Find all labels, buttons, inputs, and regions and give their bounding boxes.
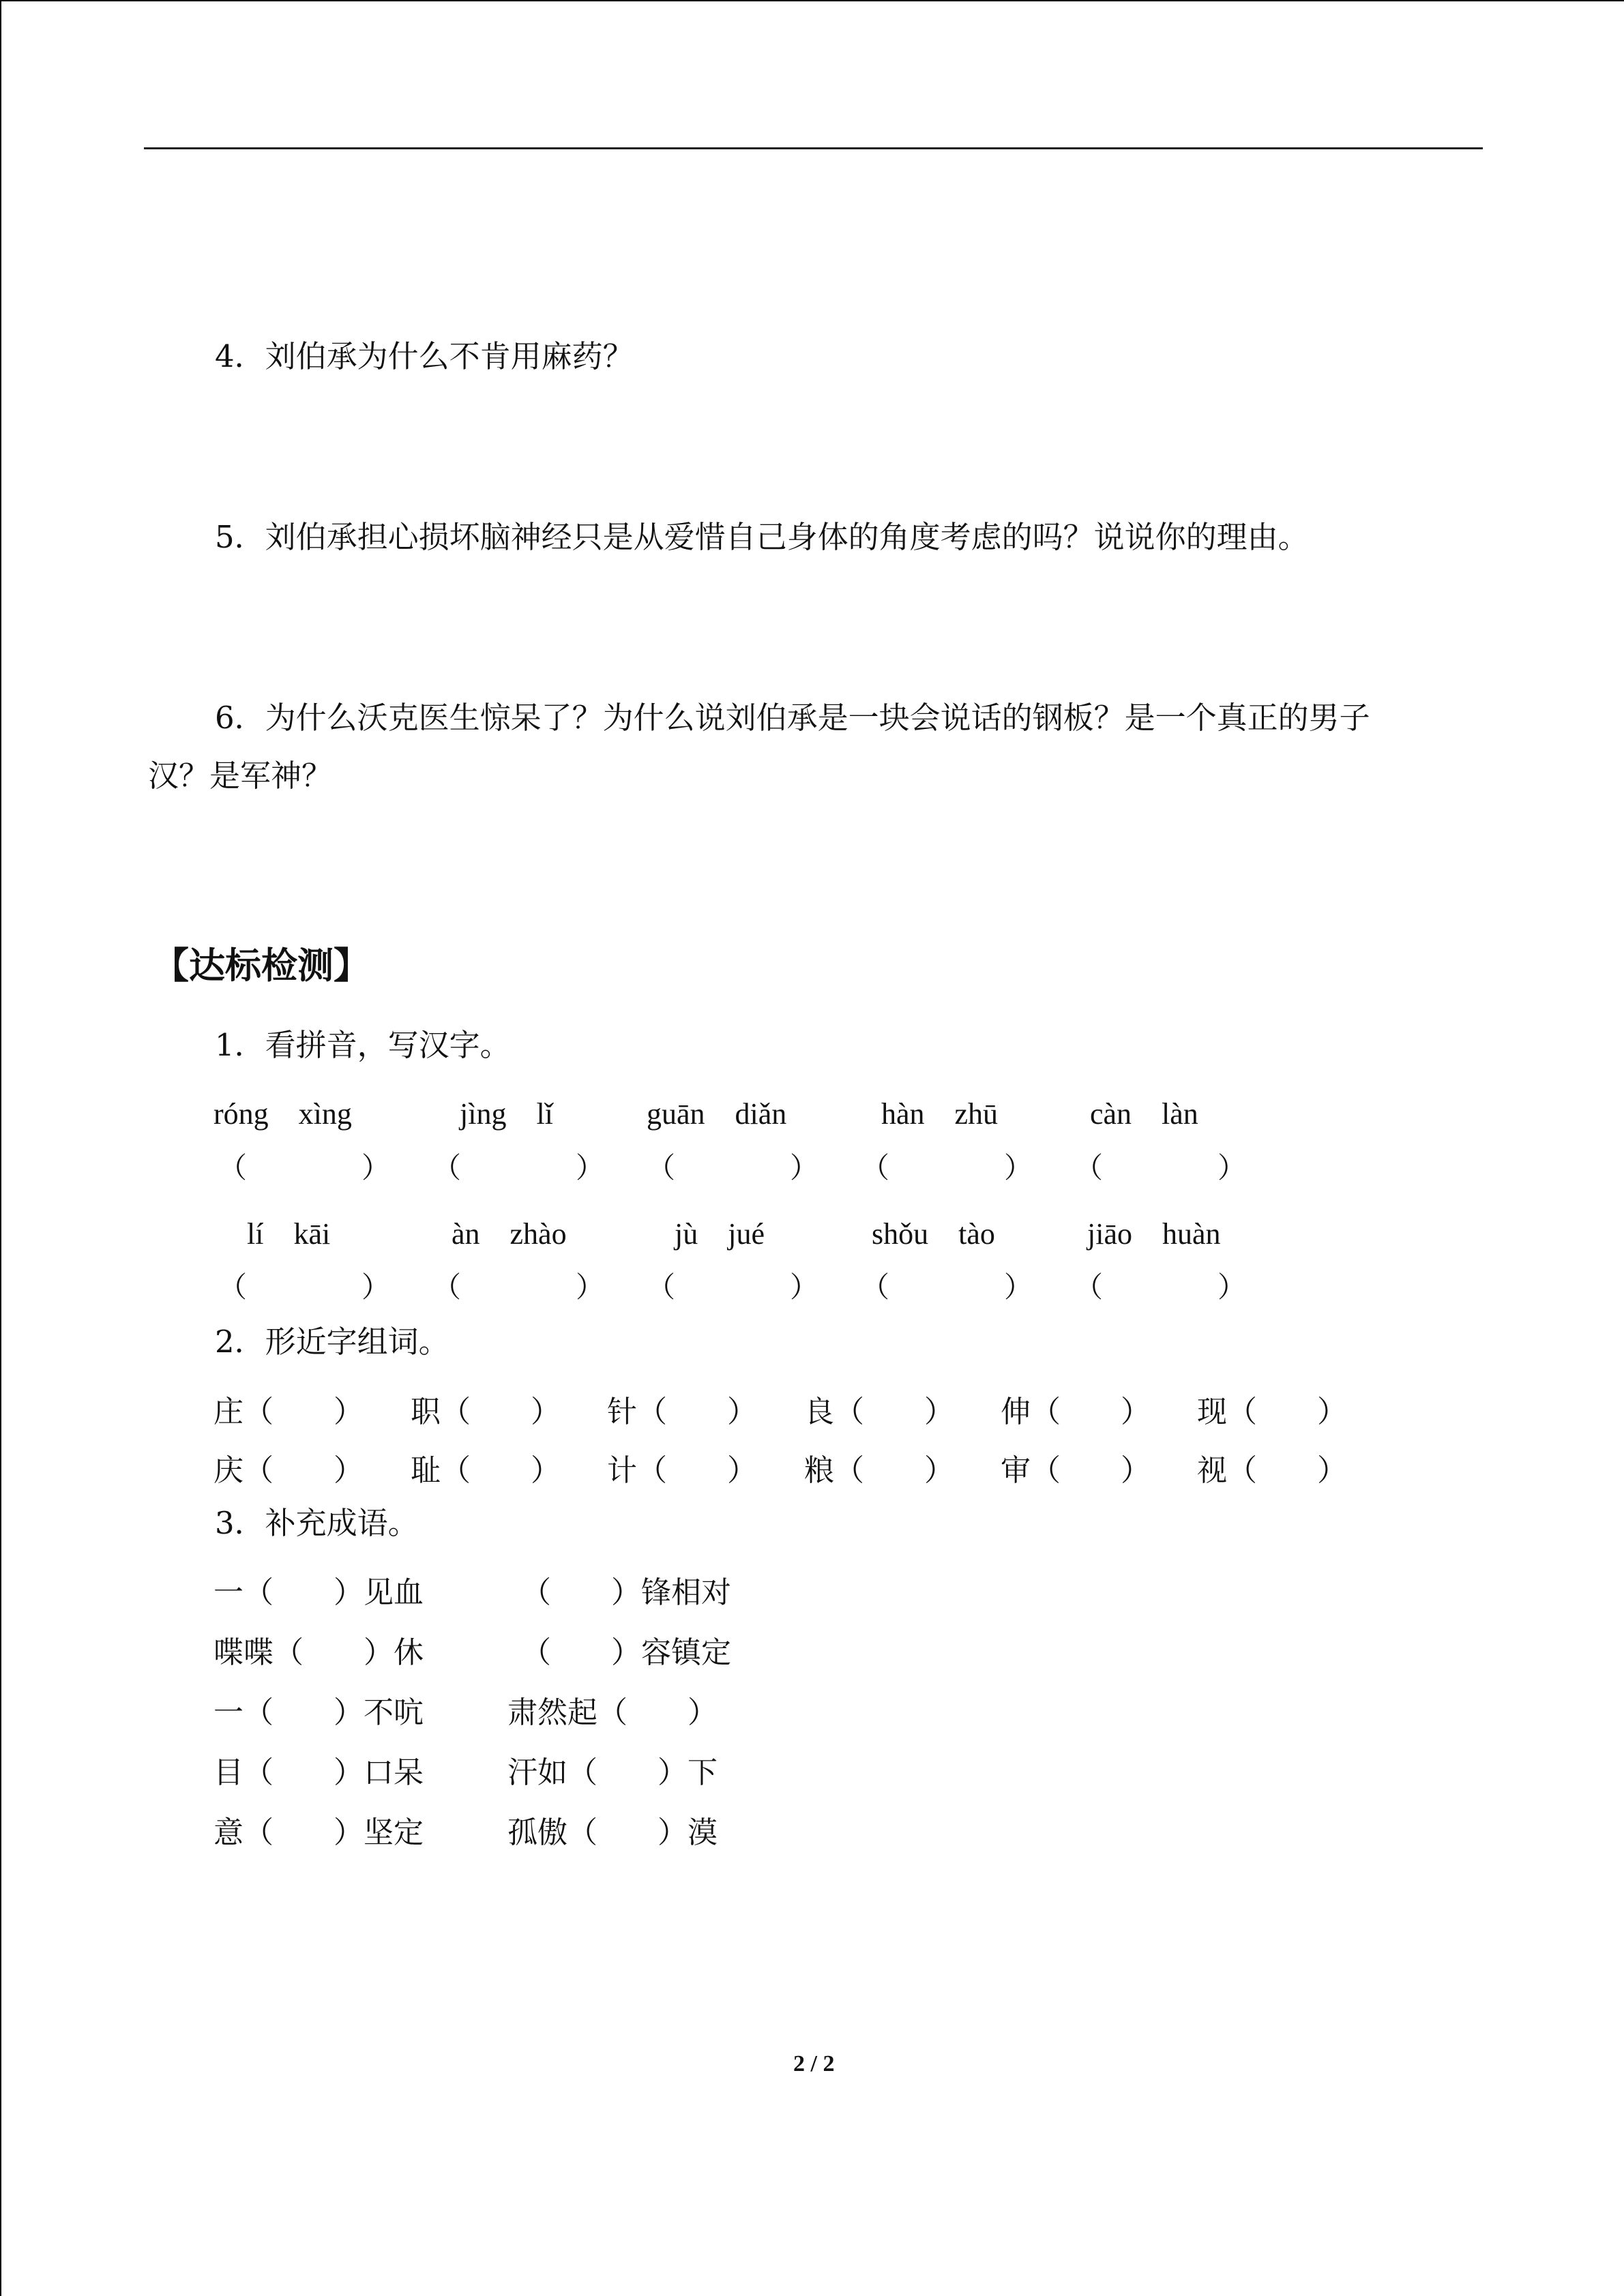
question-5: 5．刘伯承担心损坏脑神经只是从爱惜自己身体的角度考虑的吗？说说你的理由。 (215, 519, 1309, 555)
word-blank[interactable]: 针（ ） (607, 1395, 757, 1429)
pinyin-item: jìng lǐ (460, 1097, 553, 1131)
page-number: 2 / 2 (793, 2051, 835, 2076)
word-blank[interactable]: 现（ ） (1197, 1395, 1347, 1429)
pinyin-item: shǒu tào (872, 1217, 995, 1251)
answer-blank[interactable]: （ ） (861, 1270, 1033, 1304)
idiom-blank[interactable]: 一（ ）不吭 (213, 1695, 424, 1730)
word-blank[interactable]: 审（ ） (1001, 1453, 1151, 1488)
idiom-blank[interactable]: 意（ ）坚定 (213, 1815, 424, 1850)
answer-blank[interactable]: （ ） (1074, 1270, 1247, 1304)
word-blank[interactable]: 伸（ ） (1001, 1395, 1151, 1429)
answer-blank[interactable]: （ ） (432, 1270, 605, 1304)
idiom-blank[interactable]: （ ）锋相对 (521, 1575, 731, 1610)
word-blank[interactable]: 职（ ） (411, 1395, 561, 1429)
exercise-2-title: 2．形近字组词。 (215, 1324, 449, 1360)
word-blank[interactable]: 耻（ ） (411, 1453, 561, 1488)
pinyin-item: càn làn (1090, 1097, 1198, 1131)
word-blank[interactable]: 粮（ ） (804, 1453, 954, 1488)
pinyin-item: róng xìng (213, 1097, 352, 1131)
answer-blank[interactable]: （ ） (647, 1270, 819, 1304)
word-blank[interactable]: 庆（ ） (213, 1453, 364, 1488)
answer-blank[interactable]: （ ） (647, 1151, 819, 1184)
answer-blank[interactable]: （ ） (432, 1151, 605, 1184)
idiom-blank[interactable]: 目（ ）口呆 (213, 1755, 424, 1790)
word-blank[interactable]: 计（ ） (607, 1453, 757, 1488)
idiom-blank[interactable]: 汗如（ ）下 (507, 1755, 718, 1790)
section-title: 【达标检测】 (153, 945, 370, 987)
idiom-blank[interactable]: （ ）容镇定 (521, 1635, 731, 1670)
pinyin-item: hàn zhū (881, 1097, 999, 1131)
question-4: 4．刘伯承为什么不肯用麻药？ (215, 338, 634, 374)
word-blank[interactable]: 良（ ） (804, 1395, 954, 1429)
question-6-line-1: 6．为什么沃克医生惊呆了？为什么说刘伯承是一块会说话的钢板？是一个真正的男子 (215, 700, 1370, 736)
pinyin-item: jù jué (675, 1217, 765, 1251)
pinyin-item: guān diǎn (647, 1097, 787, 1131)
idiom-blank[interactable]: 孤傲（ ）漠 (507, 1815, 718, 1850)
idiom-blank[interactable]: 喋喋（ ）休 (213, 1635, 424, 1670)
idiom-blank[interactable]: 肃然起（ ） (507, 1695, 718, 1730)
pinyin-item: jiāo huàn (1087, 1217, 1221, 1251)
word-blank[interactable]: 庄（ ） (213, 1395, 364, 1429)
answer-blank[interactable]: （ ） (1074, 1151, 1247, 1184)
question-6-line-2: 汉？是军神？ (148, 758, 333, 794)
answer-blank[interactable]: （ ） (218, 1270, 391, 1304)
word-blank[interactable]: 视（ ） (1197, 1453, 1347, 1488)
answer-blank[interactable]: （ ） (861, 1151, 1033, 1184)
pinyin-item: àn zhào (452, 1217, 567, 1251)
pinyin-item: lí kāi (247, 1217, 331, 1251)
exercise-1-title: 1．看拼音，写汉字。 (215, 1027, 511, 1063)
idiom-blank[interactable]: 一（ ）见血 (213, 1575, 424, 1610)
exercise-3-title: 3．补充成语。 (215, 1505, 419, 1541)
answer-blank[interactable]: （ ） (218, 1151, 391, 1184)
header-rule (144, 147, 1483, 149)
